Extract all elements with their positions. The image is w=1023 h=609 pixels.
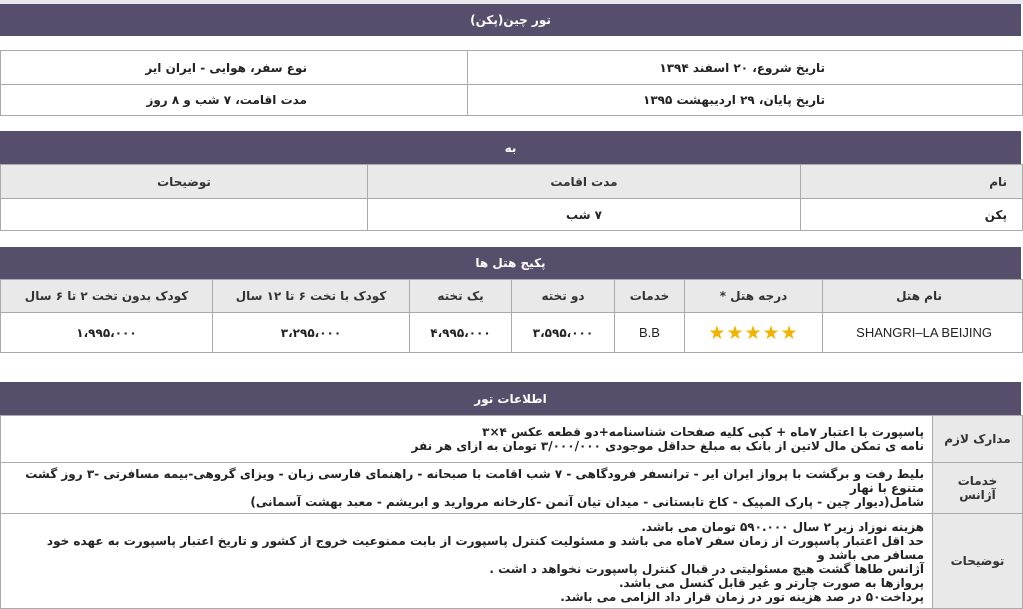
price-double: ۳،۵۹۵،۰۰۰ [512,313,615,353]
tour-details-header-label: اطلاعات تور [474,391,547,406]
tour-details-header [0,382,1021,415]
col-child-bed: کودک با تخت ۶ تا ۱۲ سال [213,280,410,313]
notes-text [1,514,933,609]
col-single: یک تخته [410,280,512,313]
destination-stay: ۷ شب [368,199,801,231]
destination-row [1,199,1023,231]
price-single: ۴،۹۹۵،۰۰۰ [410,313,512,353]
docs-row [1,416,1023,463]
col-services: خدمات [615,280,685,313]
stay-duration: مدت اقامت، ۷ شب و ۸ روز [1,85,468,116]
col-child-nobed: کودک بدون تخت ۲ تا ۶ سال [1,280,213,313]
price-child-nobed: ۱،۹۹۵،۰۰۰ [1,313,213,353]
notes-line: حد اقل اعتبار پاسپورت از زمان سفر ۷ماه می باشد و مسئولیت کنترل پاسپورت از بابت ممنوعیت خروج از کشور و تاریخ اعتبار پاسپورت به عهده خود مسافر می باشد و [46,534,924,562]
notes-line: پرداخت۵۰ در صد هزینه تور در زمان قرار داد الزامی می باشد. [560,590,924,604]
hotel-header-row [1,280,1023,313]
destination-header-row [1,165,1023,199]
start-date: تاریخ شروع، ۲۰ اسفند ۱۳۹۴ [468,51,1023,85]
services-line: شامل(دیوار چین - پارک المپیک - کاخ تابستانی - میدان تیان آنمن -کارخانه مروارید و ابریشم - معبد بهشت آسمانی) [250,495,924,509]
notes-line: هزینه نوزاد زیر ۲ سال ۵۹۰.۰۰۰ تومان می باشد. [641,520,924,534]
col-double: دو تخته [512,280,615,313]
col-notes: توضیحات [1,165,368,199]
tour-info-table [0,50,1023,116]
tour-title: تور چین(پکن) [470,13,551,27]
services-row [1,463,1023,514]
hotel-package-header [0,247,1021,279]
hotel-row [1,313,1023,353]
travel-type: نوع سفر، هوایی - ایران ایر [1,51,468,85]
notes-label: توضیحات [933,514,1023,609]
destination-table [0,164,1023,231]
tour-info-row [1,51,1023,85]
services-line: بلیط رفت و برگشت با پرواز ایران ایر - ترانسفر فرودگاهی - ۷ شب اقامت با صبحانه - راهنمای فارسی زبان - ویزای گروهی-بیمه مسافرتی -۳ روز گشت متنوع با نهار [25,467,924,495]
destination-header-label: به [504,140,517,155]
price-child-bed: ۳،۲۹۵،۰۰۰ [213,313,410,353]
end-date: تاریخ پایان، ۲۹ اردیبهشت ۱۳۹۵ [468,85,1023,116]
tour-title-header [0,4,1021,36]
col-stay: مدت اقامت [368,165,801,199]
hotel-name: SHANGRI–LA BEIJING [823,313,1023,353]
notes-row [1,514,1023,609]
destination-notes [1,199,368,231]
tour-details-table [0,415,1023,609]
docs-text [1,416,933,463]
notes-line: آژانس طاها گشت هیچ مسئولیتی در قبال کنترل پاسپورت نخواهد د اشت . [489,562,924,576]
col-name: نام [801,165,1023,199]
col-hotel-name: نام هتل [823,280,1023,313]
hotel-package-table [0,279,1023,353]
docs-line: پاسپورت با اعتبار ۷ماه + کپی کلیه صفحات شناسنامه+دو قطعه عکس ۴×۳ [482,425,924,439]
hotel-services: B.B [615,313,685,353]
destination-header [0,131,1021,164]
hotel-package-header-label: پکیج هتل ها [475,256,546,270]
services-text [1,463,933,514]
docs-line: نامه ی تمکن مال لاتین از بانک به مبلغ حداقل موجودی ۳/۰۰۰/۰۰۰ تومان به ازای هر نفر [411,439,924,453]
tour-info-row [1,85,1023,116]
docs-label: مدارک لازم [933,416,1023,463]
hotel-stars-icon: ★★★★★ [685,313,823,353]
services-label: خدمات آژانس [933,463,1023,514]
destination-name: پکن [801,199,1023,231]
notes-line: پروازها به صورت چارتر و غیر قابل کنسل می باشد. [618,576,924,590]
col-hotel-grade: درجه هتل * [685,280,823,313]
